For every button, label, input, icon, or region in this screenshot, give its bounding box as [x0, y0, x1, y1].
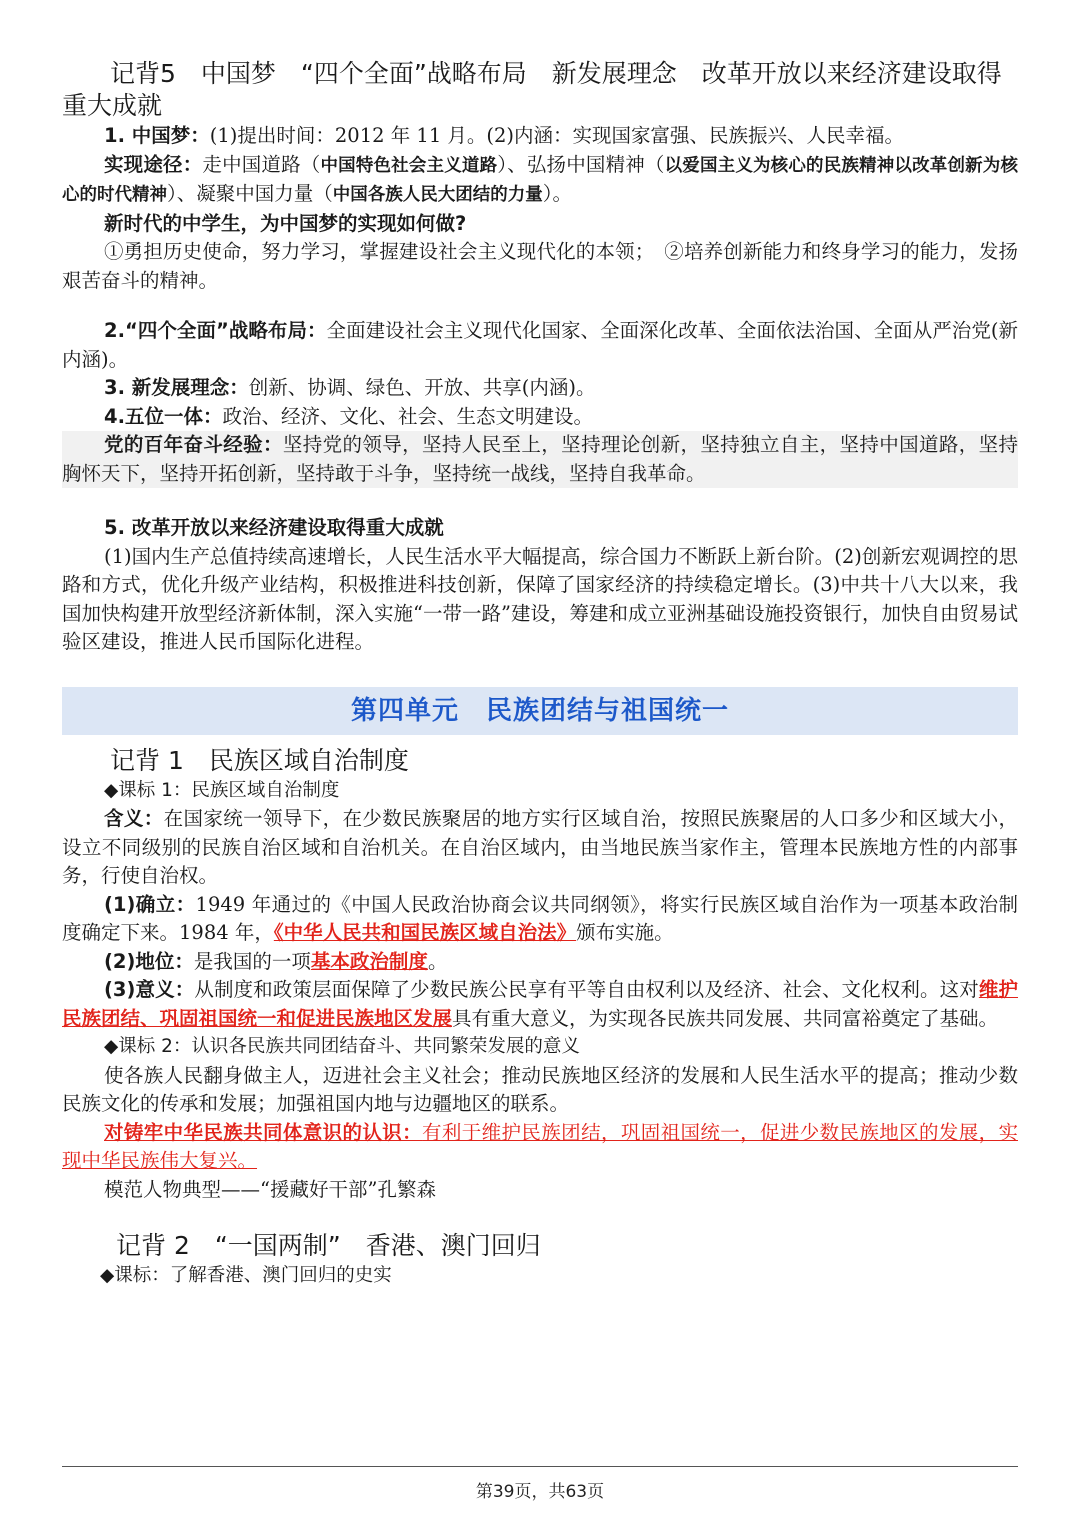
paragraph-reform-achievements: (1)国内生产总值持续高速增长，人民生活水平大幅提高，综合国力不断跃上新台阶。(2)创新宏观调控的思路和方式，优化升级产业结构，积极推进科技创新，保障了国家经济的持续稳定增长。(3)中共十八大以来，我国加快构建开放型经济新体制，深入实施“一带一路”建设，筹建和成立亚洲基础设施投资银行，加快自由贸易试验区建设，推进人民币国际化进程。	[62, 544, 1018, 653]
page-number: 第39页，共63页	[475, 1482, 605, 1502]
unit-title-bar: 第四单元 民族团结与祖国统一	[62, 687, 1018, 735]
curriculum-standard-hk-macau: ◆课标：了解香港、澳门回归的史实	[100, 1265, 392, 1286]
section-heading-5: 记背5 中国梦 “四个全面”战略布局 新发展理念 改革开放以来经济建设取得重大成就	[62, 59, 1002, 120]
curriculum-standard-2: ◆课标 2：认识各民族共同团结奋斗、共同繁荣发展的意义	[104, 1036, 580, 1057]
paragraph-party-experience: 党的百年奋斗经验：坚持党的领导，坚持人民至上，坚持理论创新，坚持独立自主，坚持中国道路，坚持胸怀天下，坚持开拓创新，坚持敢于斗争，坚持统一战线，坚持自我革命。	[62, 431, 1018, 488]
paragraph-question: 新时代的中学生，为中国梦的实现如何做?	[104, 211, 467, 235]
section-heading-2: 记背 2 “一国两制” 香港、澳门回归	[116, 1231, 541, 1260]
curriculum-standard-1: ◆课标 1：民族区域自治制度	[104, 779, 340, 801]
paragraph-status: (2)地位：是我国的一项基本政治制度。	[104, 949, 448, 973]
paragraph-reform-title: 5. 改革开放以来经济建设取得重大成就	[104, 516, 444, 539]
paragraph-significance: (3)意义：从制度和政策层面保障了少数民族公民享有平等自由权利以及经济、社会、文化权利。这对维护民族团结、巩固祖国统一和促进民族地区发展具有重大意义，为实现各民族共同发展、共同富裕奠定了基础。	[62, 978, 1018, 1030]
highlight-law: 《中华人民共和国民族区域自治法》	[273, 921, 577, 944]
paragraph-path: 实现途径：走中国道路（中国特色社会主义道路）、弘扬中国精神（以爱国主义为核心的民族精神以改革创新为核心的时代精神）、凝聚中国力量（中国各族人民大团结的力量）。	[62, 152, 1018, 205]
paragraph-china-dream: 1. 中国梦：(1)提出时间：2012 年 11 月。(2)内涵：实现国家富强、民族振兴、人民幸福。	[104, 124, 905, 147]
paragraph-four-comprehensives: 2.“四个全面”战略布局：全面建设社会主义现代化国家、全面深化改革、全面依法治国、全面从严治党(新内涵)。	[62, 319, 1019, 371]
paragraph-model-figure: 模范人物典型——“援藏好干部”孔繁森	[104, 1177, 436, 1201]
paragraph-consciousness: 对铸牢中华民族共同体意识的认识：有利于维护民族团结，巩固祖国统一，促进少数民族地区的发展，实现中华民族伟大复兴。	[62, 1120, 1018, 1172]
paragraph-definition: 含义：在国家统一领导下，在少数民族聚居的地方实行区域自治，按照民族聚居的人口多少和区域大小，设立不同级别的民族自治区域和自治机关。在自治区域内，由当地民族当家作主，管理本民族地方性的内部事务，行使自治权。	[62, 807, 1018, 887]
section-heading-1: 记背 1 民族区域自治制度	[110, 745, 409, 775]
paragraph-answer: ①勇担历史使命，努力学习，掌握建设社会主义现代化的本领； ②培养创新能力和终身学习的能力，发扬艰苦奋斗的精神。	[62, 240, 1018, 292]
paragraph-new-development: 3. 新发展理念：创新、协调、绿色、开放、共享(内涵)。	[104, 376, 596, 399]
paragraph-establishment: (1)确立：1949 年通过的《中国人民政治协商会议共同纲领》，将实行民族区域自治作为一项基本政治制度确定下来。1984 年，《中华人民共和国民族区域自治法》颁布实施。	[62, 892, 1018, 944]
highlight-basic-system: 基本政治制度	[310, 949, 428, 973]
paragraph-five-in-one: 4.五位一体：政治、经济、文化、社会、生态文明建设。	[104, 404, 593, 428]
footer-divider	[62, 1466, 1018, 1467]
paragraph-std2-content: 使各族人民翻身做主人，迈进社会主义社会；推动民族地区经济的发展和人民生活水平的提高；推动少数民族文化的传承和发展；加强祖国内地与边疆地区的联系。	[62, 1063, 1018, 1115]
document-page	[62, 58, 1018, 1291]
highlight-significance: 维护民族团结、巩固祖国统一和促进民族地区发展	[62, 978, 1018, 1030]
